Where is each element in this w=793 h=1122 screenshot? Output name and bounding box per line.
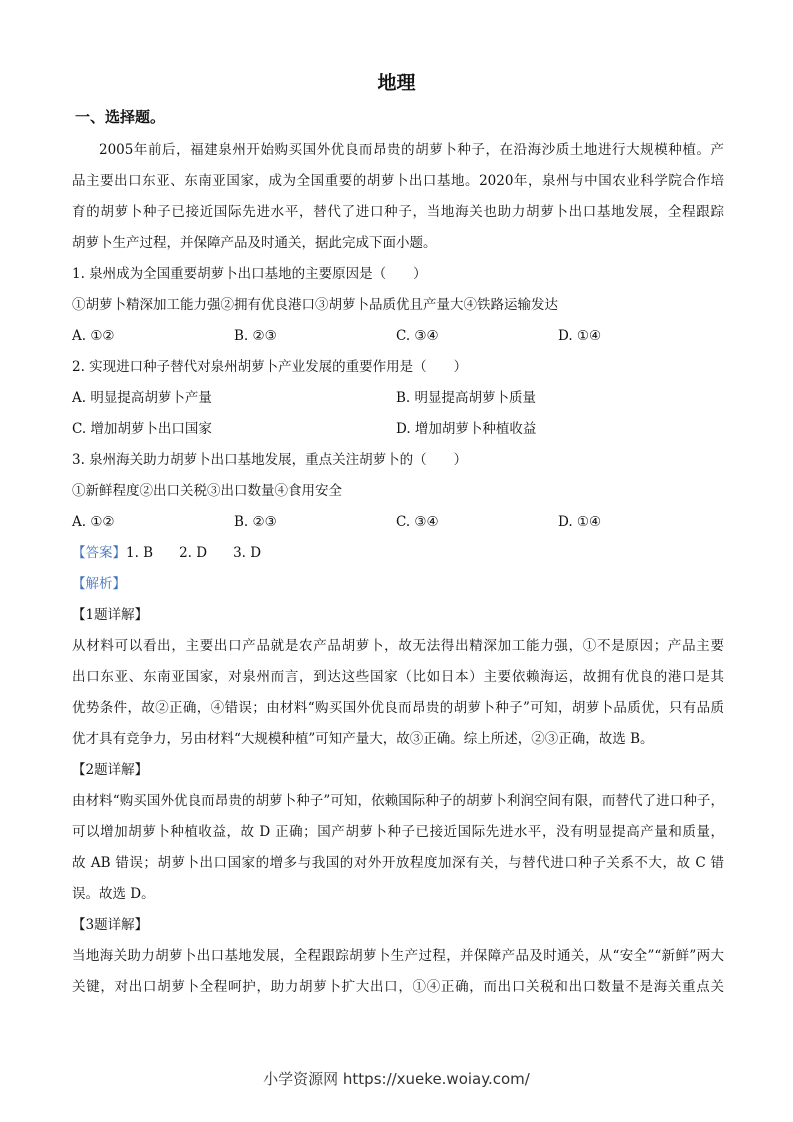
answer-label: 【答案】 xyxy=(72,545,126,561)
document-body xyxy=(72,138,724,1006)
detail-2-line: 可以增加胡萝卜种植收益，故 D 正确；国产胡萝卜种子已接近国际先进水平，没有明显提高产量和质量， xyxy=(72,824,724,840)
footer-watermark: 小学资源网 https://xueke.woiay.com/ xyxy=(263,1070,530,1088)
section-heading: 一、选择题。 xyxy=(75,108,166,126)
material-line: 2005年前后，福建泉州开始购买国外优良而昂贵的胡萝卜种子，在沿海沙质土地进行大规模种植。产 xyxy=(99,142,724,158)
answer-3: 3. D xyxy=(233,545,262,561)
question-3-items: ①新鲜程度②出口关税③出口数量④食用安全 xyxy=(72,483,342,499)
detail-2-line: 由材料“购买国外优良而昂贵的胡萝卜种子”可知，依赖国际种子的胡萝卜利润空间有限，而替代了进口种子， xyxy=(72,793,724,809)
option-d: D. ①④ xyxy=(558,514,602,530)
detail-3-line: 当地海关助力胡萝卜出口基地发展，全程跟踪胡萝卜生产过程，并保障产品及时通关，从“安全”“新鲜”两大 xyxy=(72,948,724,964)
option-c: C. ③④ xyxy=(396,328,439,344)
option-d: D. ①④ xyxy=(558,328,602,344)
detail-1-line: 优才具有竞争力，另由材料“大规模种植”可知产量大，故③正确。综上所述，②③正确，故选 B。 xyxy=(72,731,654,747)
detail-1-label: 【1题详解】 xyxy=(72,607,149,623)
material-line: 品主要出口东亚、东南亚国家，成为全国重要的胡萝卜出口基地。2020年，泉州与中国农业科学院合作培 xyxy=(72,173,724,189)
option-b: B. 明显提高胡萝卜质量 xyxy=(396,390,537,406)
detail-1-line: 从材料可以看出，主要出口产品就是农产品胡萝卜，故无法得出精深加工能力强，①不是原因；产品主要 xyxy=(72,638,724,654)
option-b: B. ②③ xyxy=(234,328,277,344)
detail-2-line: 误。故选 D。 xyxy=(72,886,155,902)
option-a: A. ①② xyxy=(72,328,115,344)
question-3-stem: 3. 泉州海关助力胡萝卜出口基地发展，重点关注胡萝卜的（ ） xyxy=(72,452,468,468)
analysis-label: 【解析】 xyxy=(72,576,126,592)
material-line: 胡萝卜生产过程，并保障产品及时通关，据此完成下面小题。 xyxy=(72,235,437,251)
material-line: 育的胡萝卜种子已接近国际先进水平，替代了进口种子，当地海关也助力胡萝卜出口基地发展，全程跟踪 xyxy=(72,204,724,220)
detail-3-line: 关键，对出口胡萝卜全程呵护，助力胡萝卜扩大出口，①④正确，而出口关税和出口数量不是海关重点关 xyxy=(72,979,724,995)
detail-1-line: 出口东亚、东南亚国家，对泉州而言，到达这些国家（比如日本）主要依赖海运，故拥有优良的港口是其 xyxy=(72,669,724,685)
answer-1: 1. B xyxy=(126,545,154,561)
question-3-options xyxy=(72,510,724,541)
detail-2-label: 【2题详解】 xyxy=(72,762,149,778)
option-a: A. 明显提高胡萝卜产量 xyxy=(72,390,212,406)
question-1-stem: 1. 泉州成为全国重要胡萝卜出口基地的主要原因是（ ） xyxy=(72,266,427,282)
detail-1-line: 优势条件，故②正确，④错误；由材料“购买国外优良而昂贵的胡萝卜种子”可知，胡萝卜品质优，只有品质 xyxy=(72,700,724,716)
question-2-options-row1 xyxy=(72,386,724,417)
option-c: C. ③④ xyxy=(396,514,439,530)
option-a: A. ①② xyxy=(72,514,115,530)
question-1-options xyxy=(72,324,724,355)
question-2-options-row2 xyxy=(72,417,724,448)
option-d: D. 增加胡萝卜种植收益 xyxy=(396,421,537,437)
question-1-items: ①胡萝卜精深加工能力强②拥有优良港口③胡萝卜品质优且产量大④铁路运输发达 xyxy=(72,297,558,313)
detail-3-label: 【3题详解】 xyxy=(72,917,149,933)
page-title: 地理 xyxy=(377,72,416,94)
option-c: C. 增加胡萝卜出口国家 xyxy=(72,421,212,437)
answer-line xyxy=(72,541,724,572)
question-2-stem: 2. 实现进口种子替代对泉州胡萝卜产业发展的重要作用是（ ） xyxy=(72,359,468,375)
detail-2-line: 故 AB 错误；胡萝卜出口国家的增多与我国的对外开放程度加深有关，与替代进口种子关系不大，故 C 错 xyxy=(72,855,724,871)
option-b: B. ②③ xyxy=(234,514,277,530)
answer-2: 2. D xyxy=(179,545,208,561)
